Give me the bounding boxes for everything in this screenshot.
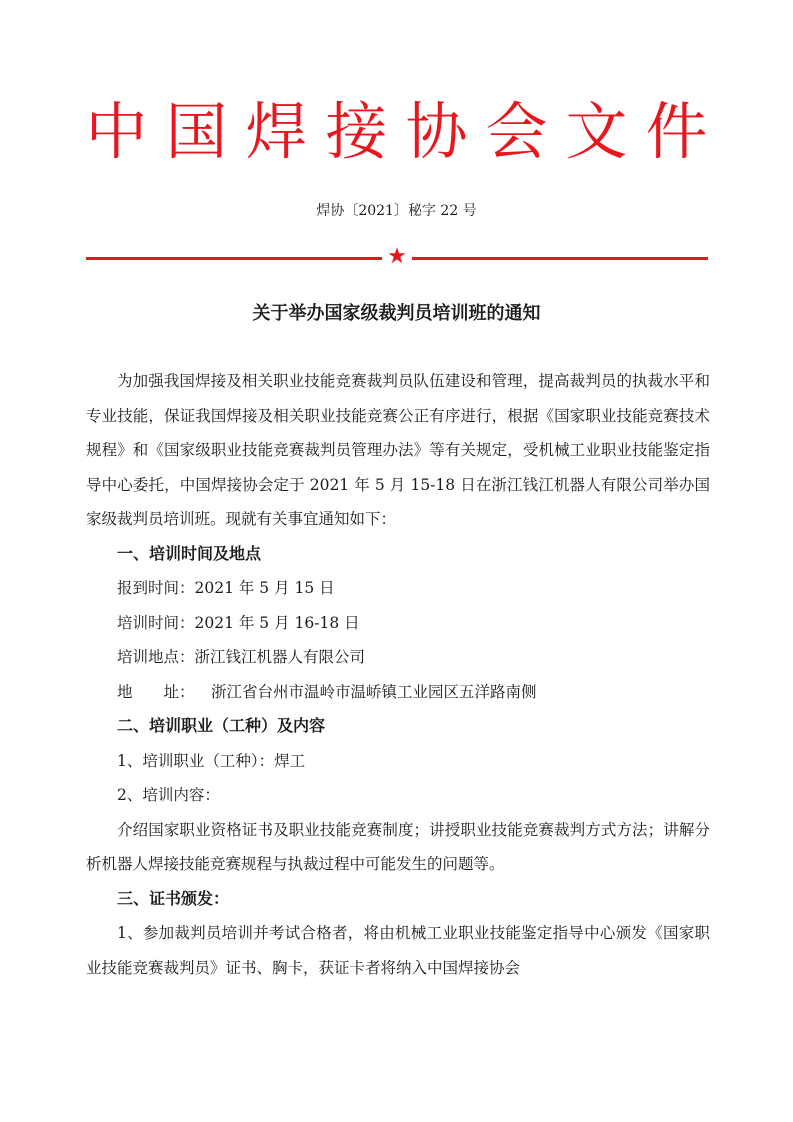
report-time: 报到时间：2021 年 5 月 15 日: [117, 579, 335, 597]
section-heading-occupation: 二、培训职业（工种）及内容: [117, 716, 326, 735]
section-heading-certificate: 三、证书颁发：: [117, 888, 230, 908]
document-number: 焊协〔2021〕秘字 22 号: [316, 203, 477, 219]
document-header-title: 中国焊接协会文件: [85, 95, 726, 168]
training-address: [86, 675, 710, 710]
address-value: 浙江省台州市温岭市温峤镇工业园区五洋路南侧: [211, 682, 537, 701]
training-time: 培训时间：2021 年 5 月 16-18 日: [117, 613, 360, 632]
red-divider-left: [86, 257, 382, 260]
address-label: 地 址：: [117, 682, 195, 701]
notice-title: 关于举办国家级裁判员培训班的通知: [252, 303, 541, 324]
training-location: 培训地点：浙江钱江机器人有限公司: [117, 648, 366, 666]
certificate-paragraph: 1、参加裁判员培训并考试合格者，将由机械工业职业技能鉴定指导中心颁发《国家职业技能竞赛裁判员》证书、胸卡，获证卡者将纳入中国焊接协会: [86, 924, 710, 977]
content-item: 2、培训内容：: [117, 786, 220, 804]
occupation-item: 1、培训职业（工种）：焊工: [117, 751, 306, 770]
red-divider-right: [412, 257, 708, 260]
content-paragraph: 介绍国家职业资格证书及职业技能竞赛制度；讲授职业技能竞赛裁判方式方法；讲解分析机器人焊接技能竞赛规程与执裁过程中可能发生的问题等。: [86, 820, 710, 873]
section-heading-time-location: 一、培训时间及地点: [117, 543, 262, 563]
notice-body: [86, 364, 710, 985]
intro-paragraph: 为加强我国焊接及相关职业技能竞赛裁判员队伍建设和管理，提高裁判员的执裁水平和专业技能，保证我国焊接及相关职业技能竞赛公正有序进行，根据《国家职业技能竞赛技术规程》和《国家级职业技能竞赛裁判员管理办法》等有关规定，受机械工业职业技能鉴定指导中心委托，中国焊接协会定于 2021 年 5 月 15-18 日在浙江钱江机器人有限公司举办国家级裁判员培训班。现就有关事宜通知如下：: [86, 372, 710, 528]
star-icon: ★: [387, 244, 407, 269]
